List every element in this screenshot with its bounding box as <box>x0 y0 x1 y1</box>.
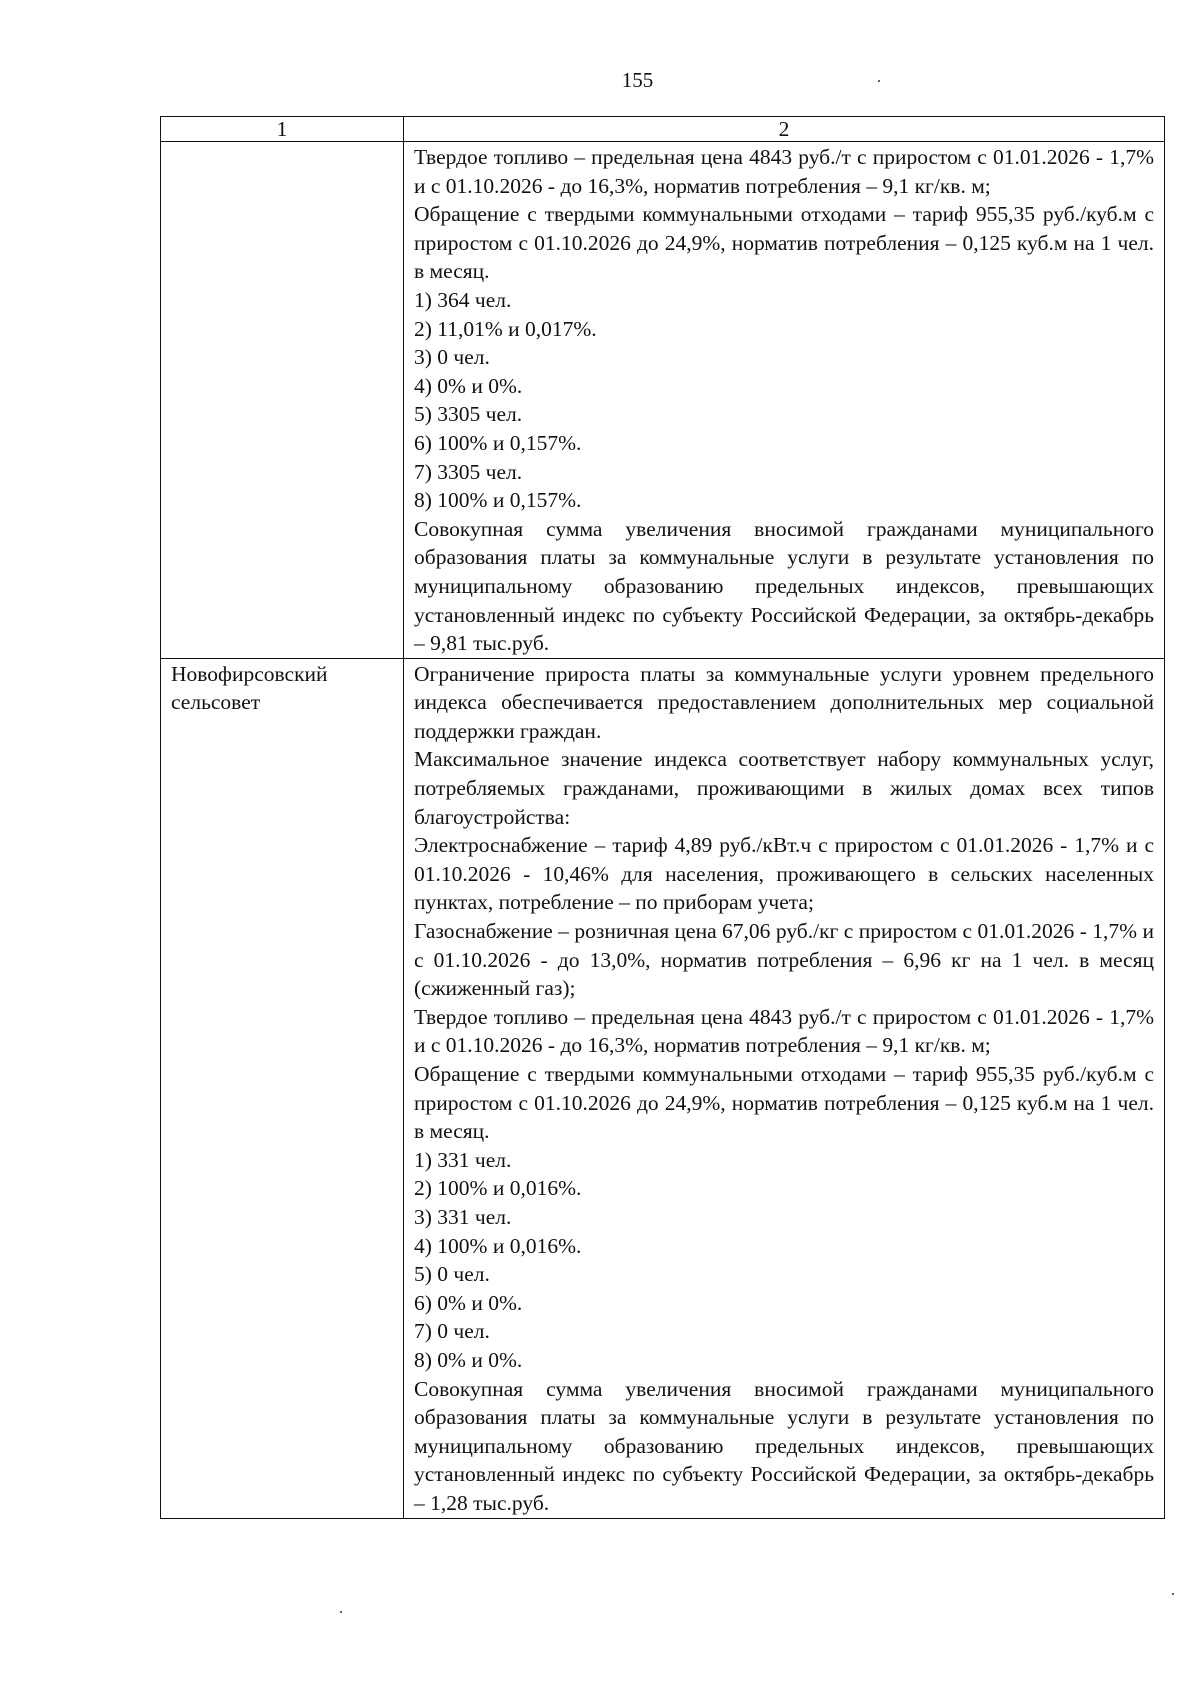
municipality-name-cell <box>161 142 404 659</box>
list-item: 7) 3305 чел. <box>414 459 523 484</box>
table-row <box>161 142 1165 659</box>
text-paragraph: Ограничение прироста платы за коммунальные услуги уровнем предельного индекса обеспечивается предоставлением дополнительных мер социальной поддержки граждан. <box>414 661 1154 743</box>
list-item: 8) 0% и 0%. <box>414 1347 523 1372</box>
list-item: 2) 100% и 0,016%. <box>414 1176 582 1201</box>
text-paragraph: Газоснабжение – розничная цена 67,06 руб./кг с приростом с 01.01.2026 - 1,7% и с 01.10.2026 - до 13,0%, норматив потребления – 6,96 кг на 1 чел. в месяц (сжиженный газ); <box>414 919 1154 1001</box>
list-item: 4) 0% и 0%. <box>414 373 523 398</box>
list-item: 6) 100% и 0,157%. <box>414 430 582 455</box>
list-item: 3) 0 чел. <box>414 345 490 370</box>
list-item: 4) 100% и 0,016%. <box>414 1233 582 1258</box>
list-item: 6) 0% и 0%. <box>414 1290 523 1315</box>
list-item: 2) 11,01% и 0,017%. <box>414 316 597 341</box>
text-paragraph: Электроснабжение – тариф 4,89 руб./кВт.ч с приростом с 01.01.2026 - 1,7% и с 01.10.2026 - 10,46% для населения, проживающего в сельских населенных пунктах, потребление – по приборам учета; <box>414 833 1154 915</box>
column-header-1: 1 <box>161 117 404 142</box>
list-item: 7) 0 чел. <box>414 1319 490 1344</box>
list-item: 5) 0 чел. <box>414 1262 490 1287</box>
list-item: 1) 364 чел. <box>414 287 512 312</box>
list-item: 1) 331 чел. <box>414 1147 512 1172</box>
text-paragraph: Твердое топливо – предельная цена 4843 руб./т с приростом с 01.01.2026 - 1,7% и с 01.10.2026 - до 16,3%, норматив потребления – 9,1 кг/кв. м; <box>414 1004 1154 1058</box>
text-paragraph: Совокупная сумма увеличения вносимой гражданами муниципального образования платы за коммунальные услуги в результате установления по муниципальному образованию предельных индексов, превышающих установленный индекс по субъекту Российской Федерации, за октябрь-декабрь – 1,28 тыс.руб. <box>414 1376 1154 1515</box>
text-paragraph: Твердое топливо – предельная цена 4843 руб./т с приростом с 01.01.2026 - 1,7% и с 01.10.2026 - до 16,3%, норматив потребления – 9,1 кг/кв. м; <box>414 145 1154 198</box>
data-table <box>160 116 1165 1519</box>
list-item: 3) 331 чел. <box>414 1204 512 1229</box>
municipality-name-cell: Новофирсовский сельсовет <box>161 658 404 1518</box>
table-row <box>161 658 1165 1518</box>
page-number: 155 <box>621 68 654 92</box>
description-cell <box>404 658 1165 1518</box>
description-cell <box>404 142 1165 659</box>
text-paragraph: Обращение с твердыми коммунальными отходами – тариф 955,35 руб./куб.м с приростом с 01.10.2026 до 24,9%, норматив потребления – 0,125 куб.м на 1 чел. в месяц. <box>414 1062 1154 1144</box>
scan-speck <box>1172 1593 1174 1595</box>
text-paragraph: Совокупная сумма увеличения вносимой гражданами муниципального образования платы за коммунальные услуги в результате установления по муниципальному образованию предельных индексов, превышающих установленный индекс по субъекту Российской Федерации, за октябрь-декабрь – 9,81 тыс.руб. <box>414 516 1154 656</box>
list-item: 8) 100% и 0,157%. <box>414 488 582 513</box>
column-header-2: 2 <box>404 117 1165 142</box>
scan-speck <box>878 80 880 82</box>
scan-speck <box>340 1611 342 1613</box>
list-item: 5) 3305 чел. <box>414 402 523 427</box>
text-paragraph: Обращение с твердыми коммунальными отходами – тариф 955,35 руб./куб.м с приростом с 01.10.2026 до 24,9%, норматив потребления – 0,125 куб.м на 1 чел. в месяц. <box>414 202 1154 284</box>
text-paragraph: Максимальное значение индекса соответствует набору коммунальных услуг, потребляемых гражданами, проживающими в жилых домах всех типов благоустройства: <box>414 747 1154 829</box>
table-header-row <box>161 117 1165 142</box>
